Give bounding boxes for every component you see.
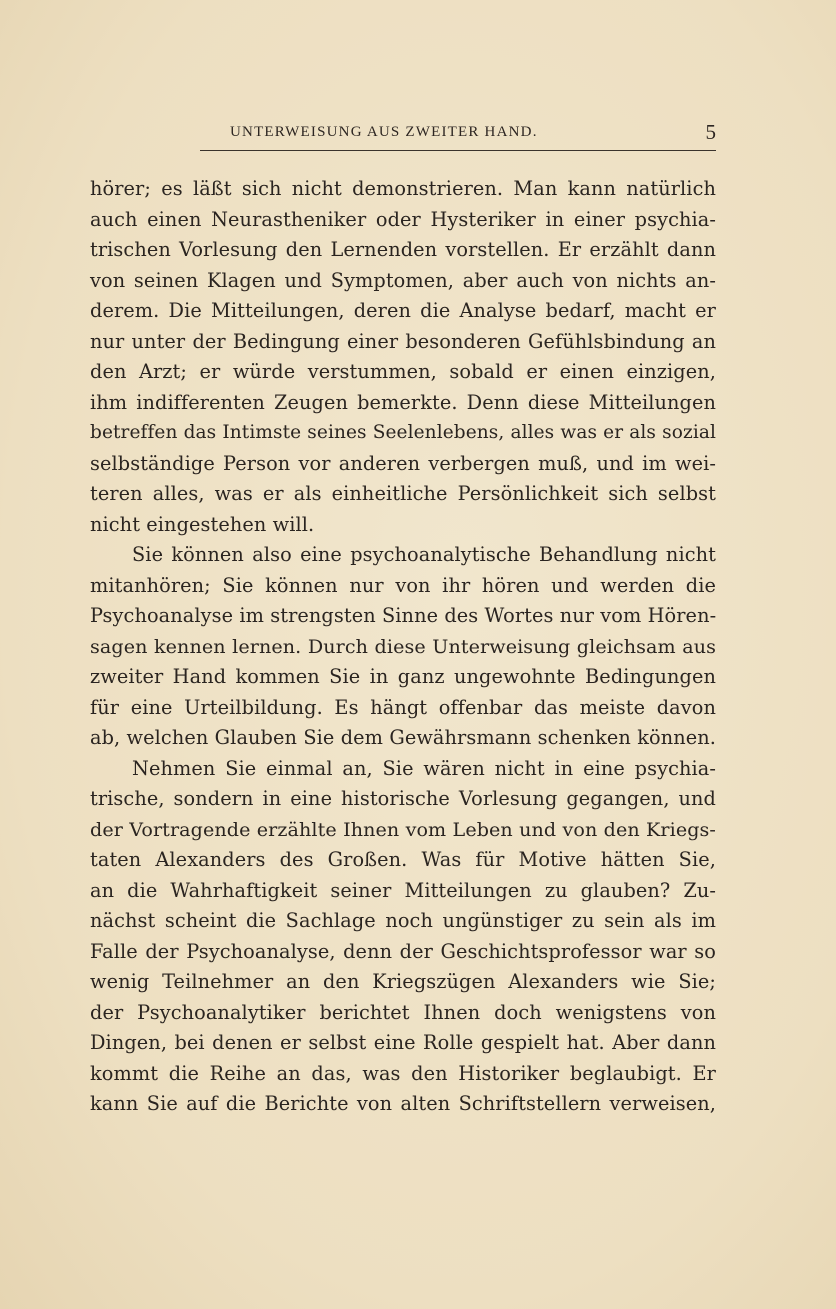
text-line: der Psychoanalytiker berichtet Ihnen doch wenigstens von — [90, 1000, 716, 1024]
text-line: trische, sondern in eine historische Vorlesung gegangen, und — [90, 787, 716, 810]
text-line: derem. Die Mitteilungen, deren die Analyse bedarf, macht er — [90, 299, 716, 322]
text-line: selbständige Person vor anderen verbergen muß, und im wei- — [90, 451, 716, 475]
text-line: auch einen Neurastheniker oder Hysteriker in einer psychia- — [90, 207, 716, 231]
text-line: taten Alexanders des Großen. Was für Motive hätten Sie, — [90, 848, 716, 871]
running-title: UNTERWEISUNG AUS ZWEITER HAND. — [230, 124, 538, 140]
text-line: ab, welchen Glauben Sie dem Gewährsmann schenken können. — [90, 726, 716, 749]
header-rule — [200, 150, 716, 151]
text-line: nicht eingestehen will. — [90, 512, 315, 536]
text-line: wenig Teilnehmer an den Kriegszügen Alexanders wie Sie; — [90, 970, 716, 993]
text-line: hörer; es läßt sich nicht demonstrieren. Man kann natürlich — [90, 177, 716, 200]
page-number: 5 — [705, 120, 716, 144]
text-line: kann Sie auf die Berichte von alten Schriftstellern verweisen, — [90, 1092, 716, 1115]
text-line: ihm indifferenten Zeugen bemerkte. Denn diese Mitteilungen — [90, 390, 716, 414]
text-line: Dingen, bei denen er selbst eine Rolle gespielt hat. Aber dann — [90, 1031, 716, 1054]
text-line: für eine Urteilbildung. Es hängt offenbar das meiste davon — [90, 695, 716, 719]
body-text — [90, 174, 716, 1120]
text-line: von seinen Klagen und Symptomen, aber auch von nichts an- — [90, 268, 716, 292]
text-line: der Vortragende erzählte Ihnen vom Leben und von den Kriegs- — [90, 817, 716, 841]
text-line: trischen Vorlesung den Lernenden vorstellen. Er erzählt dann — [90, 238, 716, 261]
text-line: mitanhören; Sie können nur von ihr hören und werden die — [90, 573, 716, 597]
text-line: sagen kennen lernen. Durch diese Unterweisung gleichsam aus — [90, 634, 716, 658]
text-line: an die Wahrhaftigkeit seiner Mitteilungen zu glauben? Zu- — [90, 878, 716, 902]
text-line: nur unter der Bedingung einer besonderen Gefühlsbindung an — [90, 329, 716, 353]
text-line: Nehmen Sie einmal an, Sie wären nicht in eine psychia- — [132, 756, 716, 780]
text-line: kommt die Reihe an das, was den Historiker beglaubigt. Er — [90, 1061, 716, 1085]
text-line: nächst scheint die Sachlage noch ungünstiger zu sein als im — [90, 909, 716, 932]
running-head — [90, 120, 716, 148]
text-line: betreffen das Intimste seines Seelenlebens, alles was er als sozial — [90, 422, 716, 443]
text-line: zweiter Hand kommen Sie in ganz ungewohnte Bedingungen — [90, 665, 716, 688]
text-line: den Arzt; er würde verstummen, sobald er einen einzigen, — [90, 360, 716, 383]
text-line: Psychoanalyse im strengsten Sinne des Wortes nur vom Hören- — [90, 604, 717, 627]
text-line: Falle der Psychoanalyse, denn der Geschichtsprofessor war so — [90, 939, 716, 963]
text-line: teren alles, was er als einheitliche Persönlichkeit sich selbst — [90, 482, 716, 505]
text-line: Sie können also eine psychoanalytische Behandlung nicht — [132, 543, 716, 566]
